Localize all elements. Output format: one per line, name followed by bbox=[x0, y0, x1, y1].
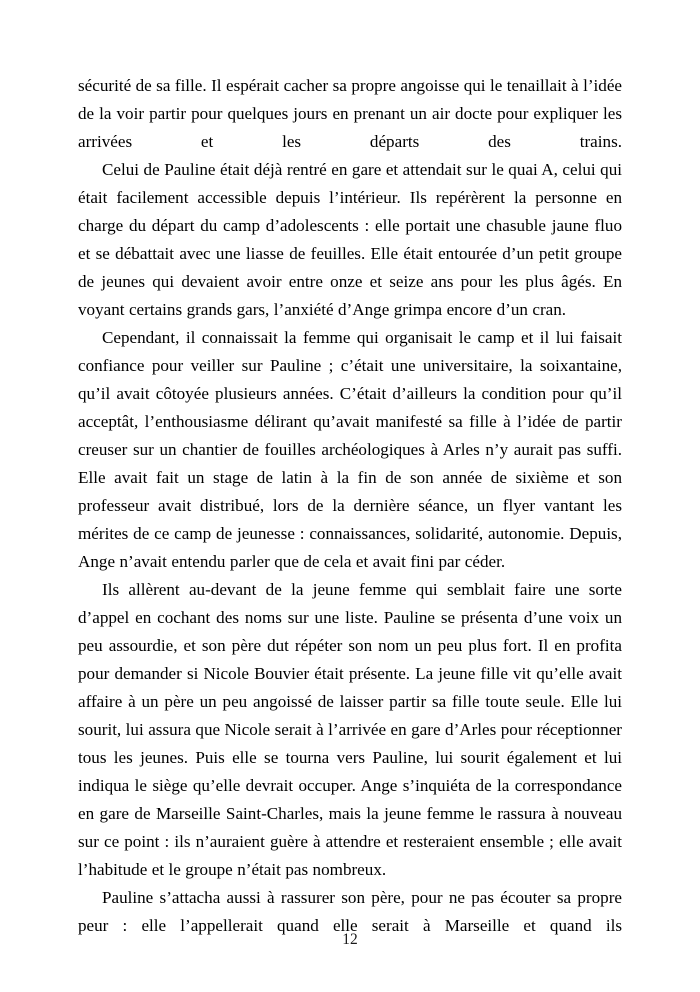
paragraph-2: Celui de Pauline était déjà rentré en gare et attendait sur le quai A, celui qui était facilement accessible depuis l’intérieur. Ils repérèrent la personne en charge du départ du camp d’adolescents : elle portait une chasuble jaune fluo et se débattait avec une liasse de feuilles. Elle était entourée d’un petit groupe de jeunes qui devaient avoir entre onze et seize ans pour les plus âgés. En voyant certains grands gars, l’anxiété d’Ange grimpa encore d’un cran. bbox=[78, 160, 622, 319]
page-text-body bbox=[78, 72, 622, 940]
paragraph-3: Cependant, il connaissait la femme qui organisait le camp et il lui faisait confiance pour veiller sur Pauline ; c’était une universitaire, la soixantaine, qu’il avait côtoyée plusieurs années. C’était d’ailleurs la condition pour qu’il acceptât, l’enthousiasme délirant qu’avait manifesté sa fille à l’idée de partir creuser sur un chantier de fouilles archéologiques à Arles n’y aurait pas suffi. Elle avait fait un stage de latin à la fin de son année de sixième et son professeur avait distribué, lors de la dernière séance, un flyer vantant les mérites de ce camp de jeunesse : connaissances, solidarité, autonomie. Depuis, Ange n’avait entendu parler que de cela et avait fini par céder. bbox=[78, 328, 622, 571]
paragraph-5: Pauline s’attacha aussi à rassurer son père, pour ne pas écouter sa propre peur : elle l’appellerait quand elle serait à Marseille et quand ils bbox=[78, 888, 622, 935]
page-number: 12 bbox=[342, 931, 358, 948]
paragraph-4: Ils allèrent au-devant de la jeune femme qui semblait faire une sorte d’appel en cochant des noms sur une liste. Pauline se présenta d’une voix un peu assourdie, et son père dut répéter son nom un peu plus fort. Il en profita pour demander si Nicole Bouvier était présente. La jeune fille vit qu’elle avait affaire à un père un peu angoissé de laisser partir sa fille toute seule. Elle lui sourit, lui assura que Nicole serait à l’arrivée en gare d’Arles pour réceptionner tous les jeunes. Puis elle se tourna vers Pauline, lui sourit également et lui indiqua le siège qu’elle devrait occuper. Ange s’inquiéta de la correspondance en gare de Marseille Saint-Charles, mais la jeune femme le rassura à nouveau sur ce point : ils n’auraient guère à attendre et resteraient ensemble ; elle avait l’habitude et le groupe n’était pas nombreux. bbox=[78, 580, 622, 879]
paragraph-1: sécurité de sa fille. Il espérait cacher sa propre angoisse qui le tenaillait à l’idée de la voir partir pour quelques jours en prenant un air docte pour expliquer les arrivées et les départs des trains. bbox=[78, 76, 622, 151]
